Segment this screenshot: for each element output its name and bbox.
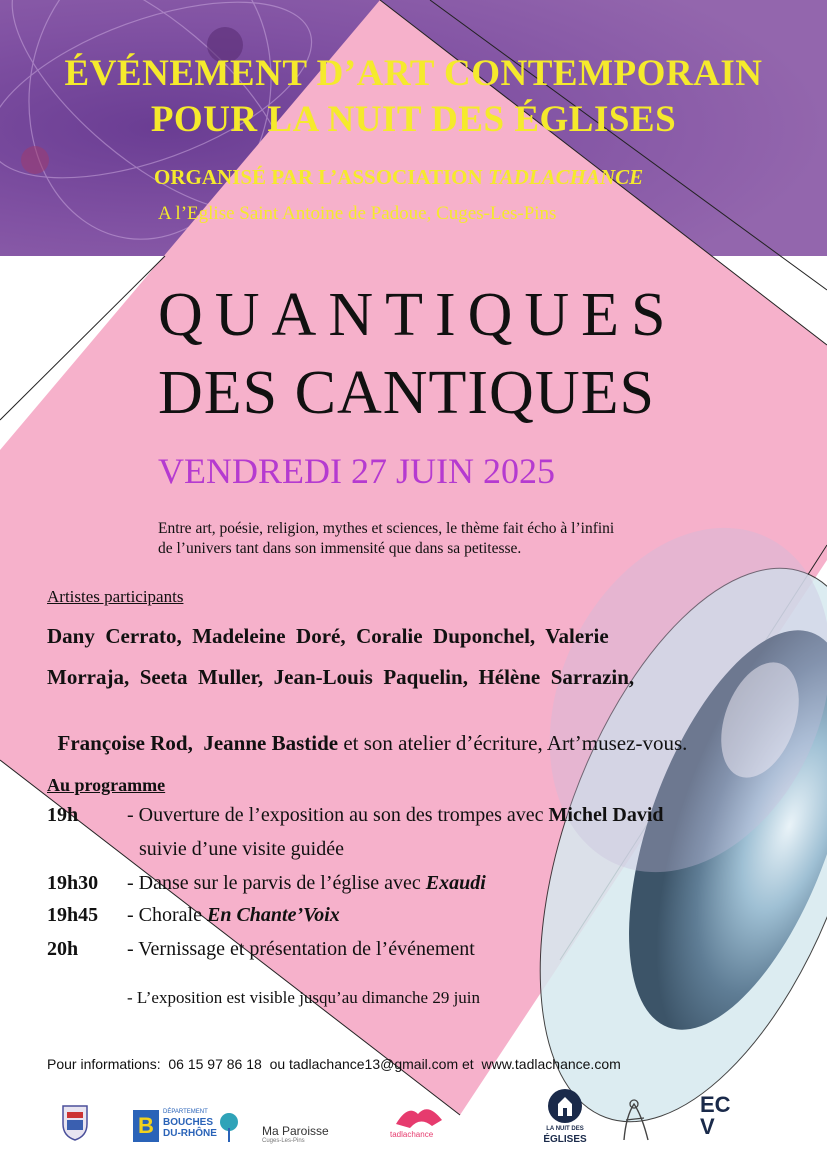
sketch-figure-logo	[616, 1096, 656, 1144]
contact-info: Pour informations: 06 15 97 86 18 ou tadlachance13@gmail.com et www.tadlachance.com	[47, 1056, 621, 1072]
ma-paroisse-label: Ma Paroisse	[262, 1124, 329, 1138]
bouches-du-rhone-logo	[133, 1108, 239, 1146]
organizer-name: TADLACHANCE	[487, 165, 644, 189]
program-time: 20h	[47, 938, 79, 960]
church-icon	[540, 1088, 590, 1124]
artists-line2: Morraja, Seeta Muller, Jean-Louis Paquelin, Hélène Sarrazin,	[47, 665, 635, 689]
artists-line1: Dany Cerrato, Madeleine Doré, Coralie Duponchel, Valerie	[47, 624, 609, 648]
tree-icon	[219, 1112, 239, 1142]
nuit-label-2: ÉGLISES	[543, 1134, 587, 1145]
artists-line3	[47, 706, 687, 756]
header-title-line2: POUR LA NUIT DES ÉGLISES	[150, 99, 677, 140]
department-label: DÉPARTEMENT	[163, 1109, 208, 1115]
description-line1: Entre art, poésie, religion, mythes et sciences, le thème fait écho à l’infini	[158, 520, 615, 537]
tadlachance-figure-icon	[388, 1100, 448, 1132]
organizer-prefix: ORGANISÉ PAR L’ASSOCIATION	[154, 165, 488, 189]
event-title-line1: QUANTIQUES	[158, 281, 678, 349]
nuit-des-eglises-logo	[540, 1088, 590, 1152]
venue-text: A l’Eglise Saint Antoine de Padoue, Cuges-Les-Pins	[158, 203, 557, 224]
ma-paroisse-sub: Cuges-Les-Pins	[262, 1138, 305, 1144]
program-desc: suivie d’une visite guidée	[139, 838, 344, 860]
description-line2: de l’univers tant dans son immensité que dans sa petitesse.	[158, 540, 522, 557]
department-name: BOUCHES DU-RHÔNE	[163, 1117, 217, 1139]
program-time: 19h	[47, 804, 79, 826]
artists-line3-rest: et son atelier d’écriture, Art’musez-vous.	[338, 731, 688, 755]
artists-heading: Artistes participants	[47, 587, 184, 606]
exhibition-note: - L’exposition est visible jusqu’au dimanche 29 juin	[127, 988, 481, 1007]
tadlachance-label: tadlachance	[390, 1130, 434, 1139]
nuit-label-1: LA NUIT DES	[546, 1126, 584, 1132]
ma-paroisse-logo	[262, 1124, 329, 1144]
organizer-line	[154, 165, 643, 190]
town-crest-logo	[60, 1102, 90, 1142]
program-desc: - Ouverture de l’exposition au son des trompes avec Michel David	[127, 804, 664, 826]
header-title-line1: ÉVÉNEMENT D’ART CONTEMPORAIN	[64, 53, 763, 94]
program-desc: - Chorale En Chante’Voix	[127, 904, 340, 926]
program-heading: Au programme	[47, 775, 166, 795]
program-time: 19h45	[47, 904, 99, 926]
event-date: VENDREDI 27 JUIN 2025	[158, 451, 555, 491]
artists-line3-names: Françoise Rod, Jeanne Bastide	[57, 731, 339, 755]
event-title-line2: DES CANTIQUES	[158, 359, 655, 427]
program-desc: - Vernissage et présentation de l’événement	[127, 938, 475, 960]
tadlachance-logo	[388, 1100, 448, 1142]
department-b-icon: B	[133, 1110, 159, 1142]
ecv-logo: EC V	[700, 1092, 731, 1139]
program-desc: - Danse sur le parvis de l’église avec Exaudi	[127, 872, 486, 894]
program-time: 19h30	[47, 872, 99, 894]
